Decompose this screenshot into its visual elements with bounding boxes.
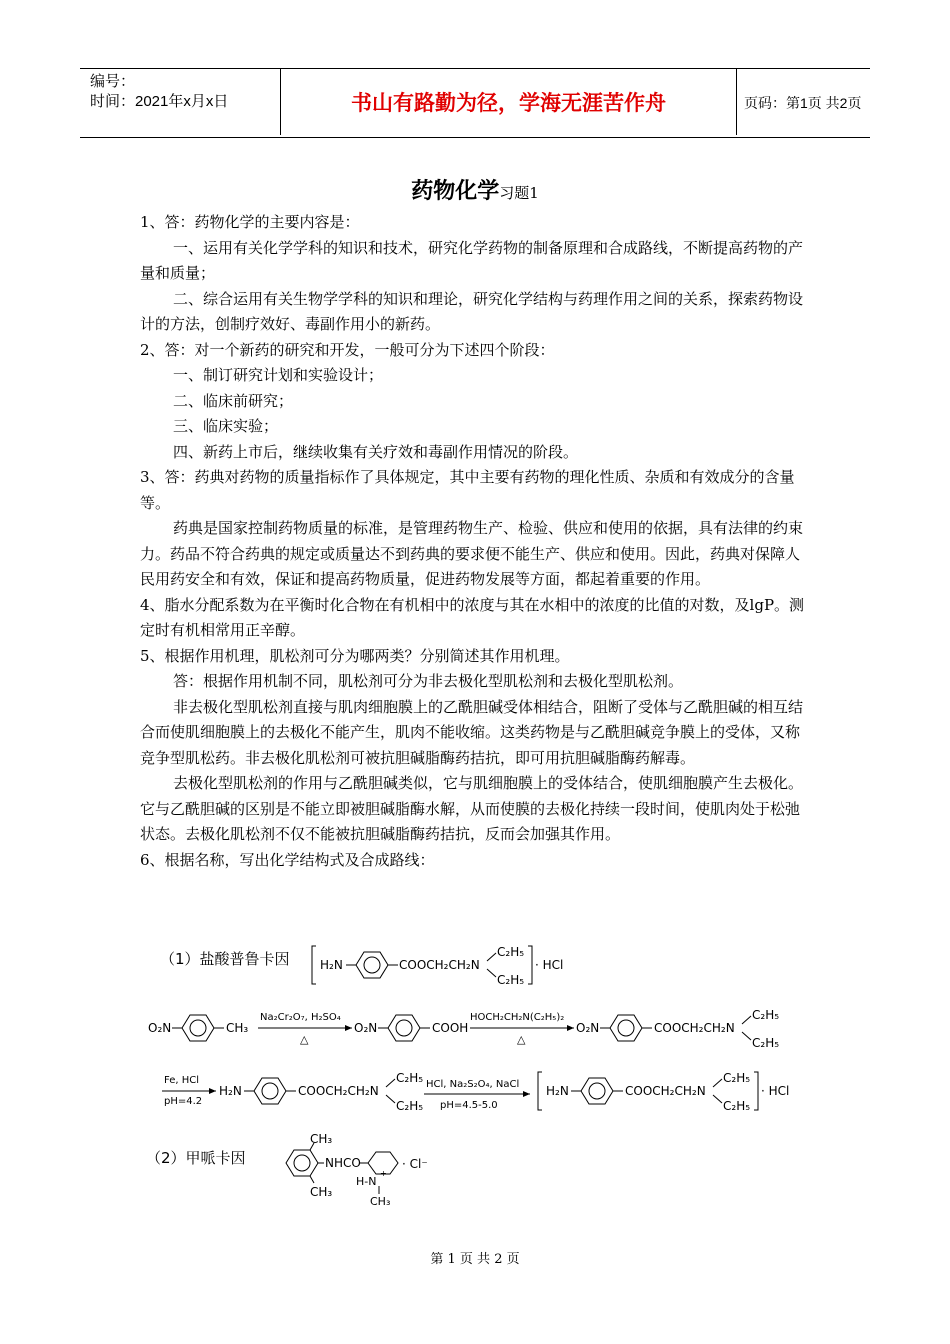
benzene-ring bbox=[356, 952, 388, 978]
page-footer: 第 1 页 共 2 页 bbox=[430, 1252, 520, 1267]
ethyl-group: C₂H₅ bbox=[396, 1099, 424, 1113]
carboxyl-group: COOH bbox=[432, 1021, 469, 1035]
number-label: 编号： bbox=[90, 73, 136, 90]
item2-label: （2）甲哌卡因 bbox=[146, 1149, 246, 1167]
nitro-group: O₂N bbox=[354, 1021, 378, 1035]
ethyl-group: C₂H₅ bbox=[752, 1036, 780, 1050]
paragraph: 三、临床实验； bbox=[173, 417, 279, 435]
reagent-esterification: HOCH₂CH₂N(C₂H₅)₂ bbox=[470, 1012, 565, 1023]
reagent-oxidation: Na₂Cr₂O₇, H₂SO₄ bbox=[260, 1012, 341, 1023]
benzene-ring bbox=[581, 1078, 613, 1104]
route1-svg bbox=[140, 1003, 800, 1057]
paragraph: 6、根据名称，写出化学结构式及合成路线： bbox=[140, 850, 435, 869]
paragraph: 四、新药上市后，继续收集有关疗效和毒副作用情况的阶段。 bbox=[173, 442, 579, 461]
bond bbox=[487, 969, 496, 977]
ethyl-group: C₂H₅ bbox=[723, 1099, 751, 1113]
benzene-ring bbox=[388, 1015, 420, 1041]
ester-group: COOCH₂CH₂N bbox=[654, 1021, 735, 1035]
bond bbox=[742, 1032, 751, 1040]
bond bbox=[386, 1095, 395, 1103]
paragraph: 2、答：对一个新药的研究和开发，一般可分为下述四个阶段： bbox=[140, 340, 555, 359]
synthesis-route-step1 bbox=[140, 1003, 800, 1060]
page-title bbox=[0, 174, 950, 205]
ester-group: COOCH₂CH₂N bbox=[298, 1084, 379, 1098]
procaine-structure bbox=[150, 940, 810, 993]
bracket-right bbox=[528, 946, 532, 984]
ring-nitrogen: H-N bbox=[356, 1175, 377, 1188]
title-main: 药物化学 bbox=[411, 179, 500, 204]
bracket-left bbox=[312, 946, 316, 984]
header-meta bbox=[80, 69, 280, 137]
reagent-ph: pH=4.5-5.0 bbox=[440, 1100, 498, 1111]
paragraph: 答：根据作用机制不同，肌松剂可分为非去极化型肌松剂和去极化型肌松剂。 bbox=[173, 672, 684, 690]
reagent-salt-formation: HCl, Na₂S₂O₄, NaCl bbox=[426, 1079, 520, 1090]
amine-group: H₂N bbox=[320, 958, 343, 972]
reagent-heat: △ bbox=[517, 1033, 526, 1046]
header-motto: 书山有路勤为径，学海无涯苦作舟 bbox=[280, 69, 737, 135]
paragraph: 二、综合运用有关生物学学科的知识和理论，研究化学结构与药理作用之间的关系，探索药物设计的方法，创制疗效好、毒副作用小的新药。 bbox=[140, 289, 804, 333]
bond bbox=[310, 1176, 314, 1183]
methyl-group: CH₃ bbox=[370, 1195, 391, 1208]
arrow-head bbox=[209, 1088, 216, 1094]
methyl-group: CH₃ bbox=[226, 1021, 249, 1035]
arrow-head bbox=[567, 1025, 574, 1031]
paragraph: 一、制订研究计划和实验设计； bbox=[173, 366, 384, 384]
time-label: 时间：2021年x月x日 bbox=[90, 93, 229, 110]
nitro-group: O₂N bbox=[148, 1021, 172, 1035]
reagent-reduction: Fe, HCl bbox=[164, 1075, 199, 1086]
ethyl-group: C₂H₅ bbox=[723, 1071, 751, 1085]
ester-group: COOCH₂CH₂N bbox=[399, 958, 480, 972]
hcl-salt: · HCl bbox=[761, 1084, 790, 1098]
methyl-group: CH₃ bbox=[310, 1132, 333, 1146]
bracket-right bbox=[754, 1072, 758, 1110]
ethyl-group: C₂H₅ bbox=[752, 1008, 780, 1022]
bond bbox=[487, 953, 496, 961]
paragraph: 一、运用有关化学学科的知识和技术，研究化学药物的制备原理和合成路线，不断提高药物的产量和质量； bbox=[140, 238, 804, 282]
paragraph: 3、答：药典对药物的质量指标作了具体规定，其中主要有药物的理化性质、杂质和有效成分的含量等。 bbox=[140, 468, 795, 512]
page-header bbox=[80, 68, 870, 138]
benzene-ring bbox=[254, 1078, 286, 1104]
amine-group: H₂N bbox=[546, 1084, 569, 1098]
amide-group: NHCO bbox=[325, 1156, 361, 1170]
charge-sign: + bbox=[380, 1169, 387, 1178]
paragraph: 非去极化型肌松剂直接与肌肉细胞膜上的乙酰胆碱受体相结合，阻断了受体与乙酰胆碱的相互结合而使肌细胞膜上的去极化不能产生，肌肉不能收缩。这类药物是与乙酰胆碱竞争膜上的受体，又称竞争型肌松药。非去极化肌松剂可被抗胆碱脂酶药拮抗，即可用抗胆碱脂酶药解毒。 bbox=[140, 697, 804, 767]
ethyl-group: C₂H₅ bbox=[497, 945, 525, 959]
item1-label: （1）盐酸普鲁卡因 bbox=[160, 950, 290, 968]
hcl-salt: · HCl bbox=[535, 958, 564, 972]
bond bbox=[713, 1095, 722, 1103]
arrow-head bbox=[523, 1091, 530, 1097]
reagent-ph: pH=4.2 bbox=[164, 1096, 203, 1107]
paragraph: 4、脂水分配系数为在平衡时化合物在有机相中的浓度与其在水相中的浓度的比值的对数，及lgP。测定时有机相常用正辛醇。 bbox=[140, 595, 805, 639]
bracket-left bbox=[538, 1072, 542, 1110]
paragraph: 去极化型肌松剂的作用与乙酰胆碱类似，它与肌细胞膜上的受体结合，使肌细胞膜产生去极化。它与乙酰胆碱的区别是不能立即被胆碱脂酶水解，从而使膜的去极化持续一段时间，使肌肉处于松弛状态。去极化肌松剂不仅不能被抗胆碱脂酶药拮抗，反而会加强其作用。 bbox=[140, 774, 804, 843]
paragraph: 1、答：药物化学的主要内容是： bbox=[140, 213, 360, 231]
route2-svg bbox=[140, 1066, 800, 1120]
bond bbox=[742, 1016, 751, 1024]
reagent-heat: △ bbox=[300, 1033, 309, 1046]
mepivacaine-svg bbox=[140, 1130, 580, 1210]
chloride-salt: · Cl⁻ bbox=[402, 1157, 428, 1171]
bond bbox=[386, 1079, 395, 1087]
page-info: 页码：第1页 共2页 bbox=[744, 95, 862, 111]
paragraph: 5、根据作用机理，肌松剂可分为哪两类？分别简述其作用机理。 bbox=[140, 646, 570, 665]
amine-group: H₂N bbox=[219, 1084, 242, 1098]
methyl-group: CH₃ bbox=[310, 1185, 333, 1199]
title-sub: 习题1 bbox=[499, 184, 539, 202]
document-body bbox=[140, 210, 812, 873]
synthesis-route-step2 bbox=[140, 1066, 800, 1123]
nitro-group: O₂N bbox=[576, 1021, 600, 1035]
benzene-ring bbox=[610, 1015, 642, 1041]
paragraph: 二、临床前研究； bbox=[173, 391, 294, 410]
ester-group: COOCH₂CH₂N bbox=[625, 1084, 706, 1098]
benzene-ring bbox=[182, 1015, 214, 1041]
mepivacaine-structure bbox=[140, 1130, 580, 1213]
bond bbox=[713, 1079, 722, 1087]
arrow-head bbox=[345, 1025, 352, 1031]
ethyl-group: C₂H₅ bbox=[497, 973, 525, 987]
procaine-svg bbox=[150, 940, 810, 990]
paragraph: 药典是国家控制药物质量的标准，是管理药物生产、检验、供应和使用的依据，具有法律的约束力。药品不符合药典的规定或质量达不到药典的要求便不能生产、供应和使用。因此，药典对保障人民用药安全和有效，保证和提高药物质量，促进药物发展等方面，都起着重要的作用。 bbox=[140, 519, 804, 588]
ethyl-group: C₂H₅ bbox=[396, 1071, 424, 1085]
benzene-ring bbox=[286, 1150, 318, 1176]
